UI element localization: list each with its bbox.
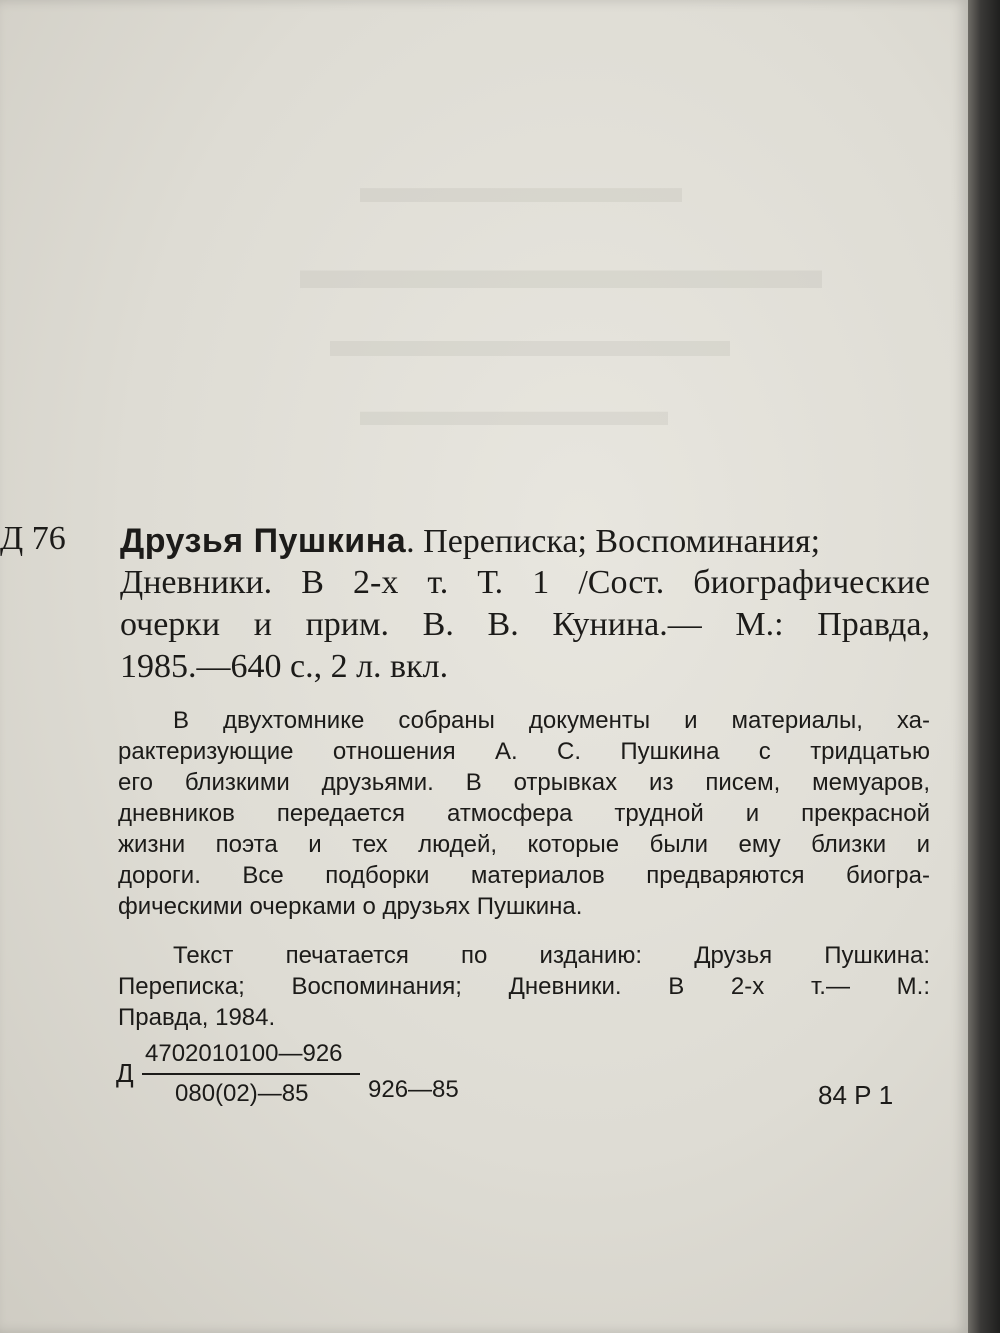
- annotation-line: фическими очерками о друзьях Пушкина.: [118, 893, 583, 920]
- imprint-numerator: 4702010100—926: [145, 1040, 343, 1067]
- bib-line-1: [120, 520, 930, 563]
- show-through: ▬▬▬▬▬▬▬▬▬: [300, 236, 822, 301]
- imprint-denominator: 080(02)—85: [175, 1080, 309, 1107]
- show-through: ▬▬▬▬▬▬▬▬: [330, 311, 730, 367]
- bbk-index: 84 Р 1: [818, 1080, 894, 1110]
- annotation-line: дневников передается атмосфера трудной и прекрасной: [118, 800, 930, 827]
- bib-line-3: очерки и прим. В. В. Кунина.— М.: Правда,: [120, 606, 930, 643]
- book-title: Друзья Пушкина: [120, 522, 407, 560]
- catalog-code: Д 76: [0, 520, 66, 557]
- imprint-letter: Д: [116, 1058, 134, 1088]
- show-through: ▬▬▬▬▬▬▬: [360, 386, 668, 435]
- show-through: ▬▬▬▬▬▬▬: [360, 161, 682, 212]
- fraction-line: [142, 1073, 360, 1075]
- source-note-line: Текст печатается по изданию: Друзья Пушкина:: [173, 942, 930, 969]
- annotation-line: В двухтомнике собраны документы и материалы, ха-: [173, 707, 930, 734]
- source-note-line: Правда, 1984.: [118, 1004, 276, 1031]
- annotation-line: рактеризующие отношения А. С. Пушкина с тридцатью: [118, 738, 930, 765]
- bib-line-4: 1985.—640 с., 2 л. вкл.: [120, 648, 449, 685]
- annotation-line: жизни поэта и тех людей, которые были ему близки и: [118, 831, 930, 858]
- bib-line-2: Дневники. В 2-х т. Т. 1 /Сост. биографические: [120, 564, 930, 601]
- page-edge: [968, 0, 1000, 1333]
- imprint-order: 926—85: [368, 1076, 459, 1103]
- source-note-line: Переписка; Воспоминания; Дневники. В 2-х т.— М.:: [118, 973, 930, 1000]
- annotation-line: дороги. Все подборки материалов предваряются биогра-: [118, 862, 930, 889]
- annotation-line: его близкими друзьями. В отрывках из писем, мемуаров,: [118, 769, 930, 796]
- bib-line-1-rest: . Переписка; Воспоминания;: [406, 523, 821, 560]
